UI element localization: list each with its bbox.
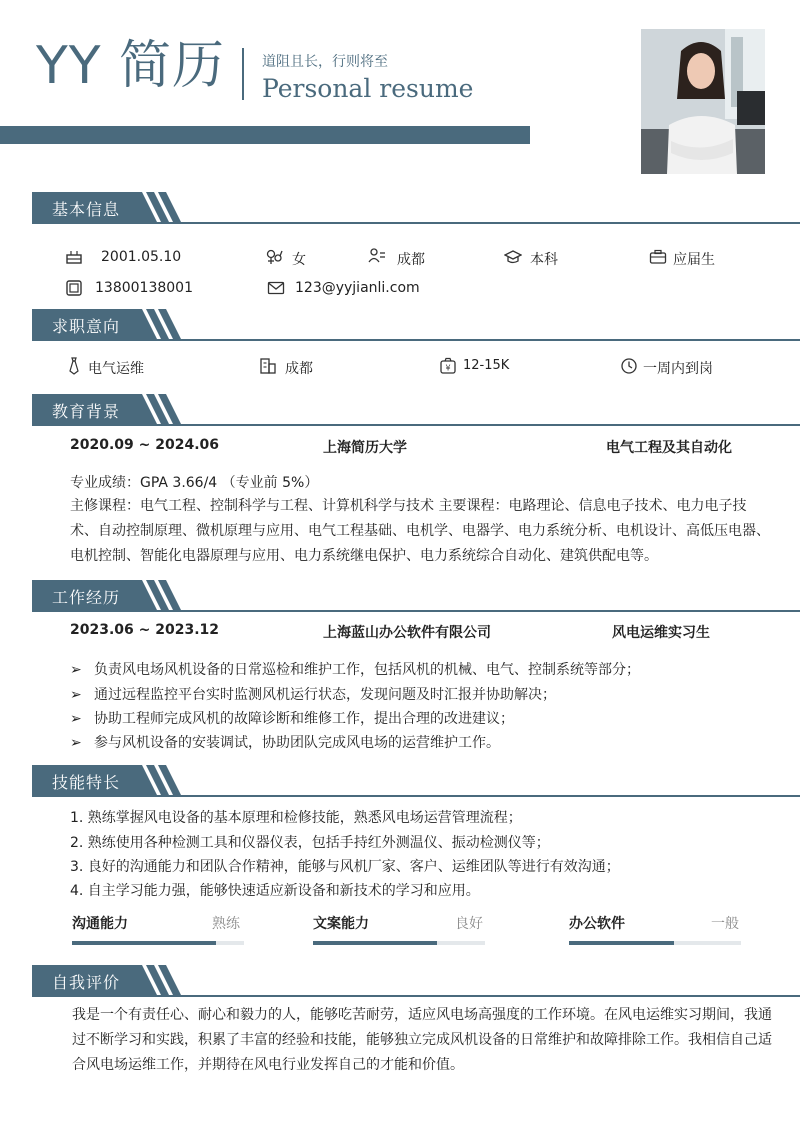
company-name: 上海蓝山办公软件有限公司 [323, 625, 491, 641]
self-evaluation: 我是一个有责任心、耐心和毅力的人，能够吃苦耐劳，适应风电场高强度的工作环境。在风电运维实习期间，我通过不断学习和实践，积累了丰富的经验和技能，能够独立完成风机设备的日常维护和故障排除工作。我相信自己适合风电场运维工作，并期待在风电行业发挥自己的才能和价值。 [72, 1007, 772, 1073]
skill-bar-level: 良好 [455, 916, 483, 932]
profile-photo [641, 29, 765, 174]
list-item: ➢ 通过远程监控平台实时监测风机运行状态，发现问题及时汇报并协助解决； [70, 687, 556, 703]
section-title: 技能特长 [52, 773, 121, 792]
phone-icon [65, 279, 83, 297]
clock-icon [620, 357, 638, 375]
list-item: ➢ 参与风机设备的安装调试，协助团队完成风电场的运营维护工作。 [70, 735, 500, 751]
arrow-bullet-icon: ➢ [70, 662, 82, 678]
skill-bar-fill [72, 941, 216, 945]
section-title: 教育背景 [52, 402, 121, 421]
location: 成都 [397, 252, 425, 268]
work-period: 2023.06 ~ 2023.12 [70, 622, 220, 638]
skill-bar-level: 一般 [711, 916, 739, 932]
skill-item: 4. 自主学习能力强，能够快速适应新设备和新技术的学习和应用。 [70, 883, 480, 899]
school-name: 上海简历大学 [323, 440, 407, 456]
section-title: 求职意向 [52, 317, 121, 336]
skill-bar-track [313, 941, 485, 945]
list-item: ➢ 负责风电场风机设备的日常巡检和维护工作，包括风机的机械、电气、控制系统等部分； [70, 662, 640, 678]
section-education [32, 394, 800, 426]
cake-icon [65, 247, 83, 265]
skill-bar-level: 熟练 [212, 916, 240, 932]
section-basic-info [32, 192, 800, 224]
target-city: 成都 [285, 361, 313, 377]
svg-text:¥: ¥ [445, 363, 451, 373]
resume-subtitle: Personal resume [262, 74, 474, 103]
building-icon [259, 357, 277, 375]
mail-icon [267, 279, 285, 297]
skill-bar-track [569, 941, 741, 945]
salary-bag-icon [439, 357, 457, 375]
phone-number: 13800138001 [95, 280, 193, 296]
job-role: 风电运维实习生 [612, 625, 710, 641]
skill-bar-name: 文案能力 [313, 916, 369, 932]
birth-date: 2001.05.10 [101, 249, 182, 265]
skill-bar-name: 办公软件 [569, 916, 625, 932]
graduation-cap-icon [504, 248, 522, 266]
major-name: 电气工程及其自动化 [606, 440, 732, 456]
gender-icon [265, 248, 283, 266]
arrival-time: 一周内到岗 [643, 361, 713, 377]
gender: 女 [292, 252, 306, 268]
skill-bar-fill [313, 941, 437, 945]
section-title: 工作经历 [52, 588, 121, 607]
target-salary: 12-15K [463, 358, 510, 373]
briefcase-icon [649, 248, 667, 266]
employment-status: 应届生 [673, 252, 715, 268]
skill-bar-fill [569, 941, 674, 945]
skill-item: 1. 熟练掌握风电设备的基本原理和检修技能，熟悉风电场运营管理流程； [70, 810, 522, 826]
skill-bar-name: 沟通能力 [72, 916, 128, 932]
gpa: 专业成绩：GPA 3.66/4 （专业前 5%） [70, 475, 319, 491]
arrow-bullet-icon: ➢ [70, 735, 82, 751]
header-accent-bar [0, 126, 530, 144]
section-skills [32, 765, 800, 797]
courses: 主修课程：电气工程、控制科学与工程、计算机科学与技术 主要课程：电路理论、信息电子技术、电力电子技术、自动控制原理、微机原理与应用、电气工程基础、电机学、电器学、电力系统分析、电机设计、高低压电器、电机控制、智能化电器原理与应用、电力系统继电保护、电力系统综合自动化、建筑供配电等。 [70, 498, 770, 564]
skill-item: 3. 良好的沟通能力和团队合作精神，能够与风机厂家、客户、运维团队等进行有效沟通； [70, 859, 620, 875]
list-item: ➢ 协助工程师完成风机的故障诊断和维修工作，提出合理的改进建议； [70, 711, 514, 727]
title-divider [242, 48, 244, 100]
section-job-intent [32, 309, 800, 341]
person-location-icon [368, 247, 386, 265]
section-self-eval [32, 965, 800, 997]
education-period: 2020.09 ~ 2024.06 [70, 437, 220, 453]
arrow-bullet-icon: ➢ [70, 711, 82, 727]
tie-icon [65, 357, 83, 375]
motto: 道阻且长，行则将至 [262, 54, 388, 70]
section-title: 基本信息 [52, 200, 121, 219]
resume-title: YY 简历 [36, 36, 226, 96]
arrow-bullet-icon: ➢ [70, 687, 82, 703]
section-work [32, 580, 800, 612]
target-position: 电气运维 [88, 361, 144, 377]
email[interactable]: 123@yyjianli.com [295, 280, 420, 296]
section-title: 自我评价 [52, 973, 121, 992]
skill-bar-track [72, 941, 244, 945]
degree: 本科 [530, 252, 558, 268]
skill-item: 2. 熟练使用各种检测工具和仪器仪表，包括手持红外测温仪、振动检测仪等； [70, 835, 550, 851]
